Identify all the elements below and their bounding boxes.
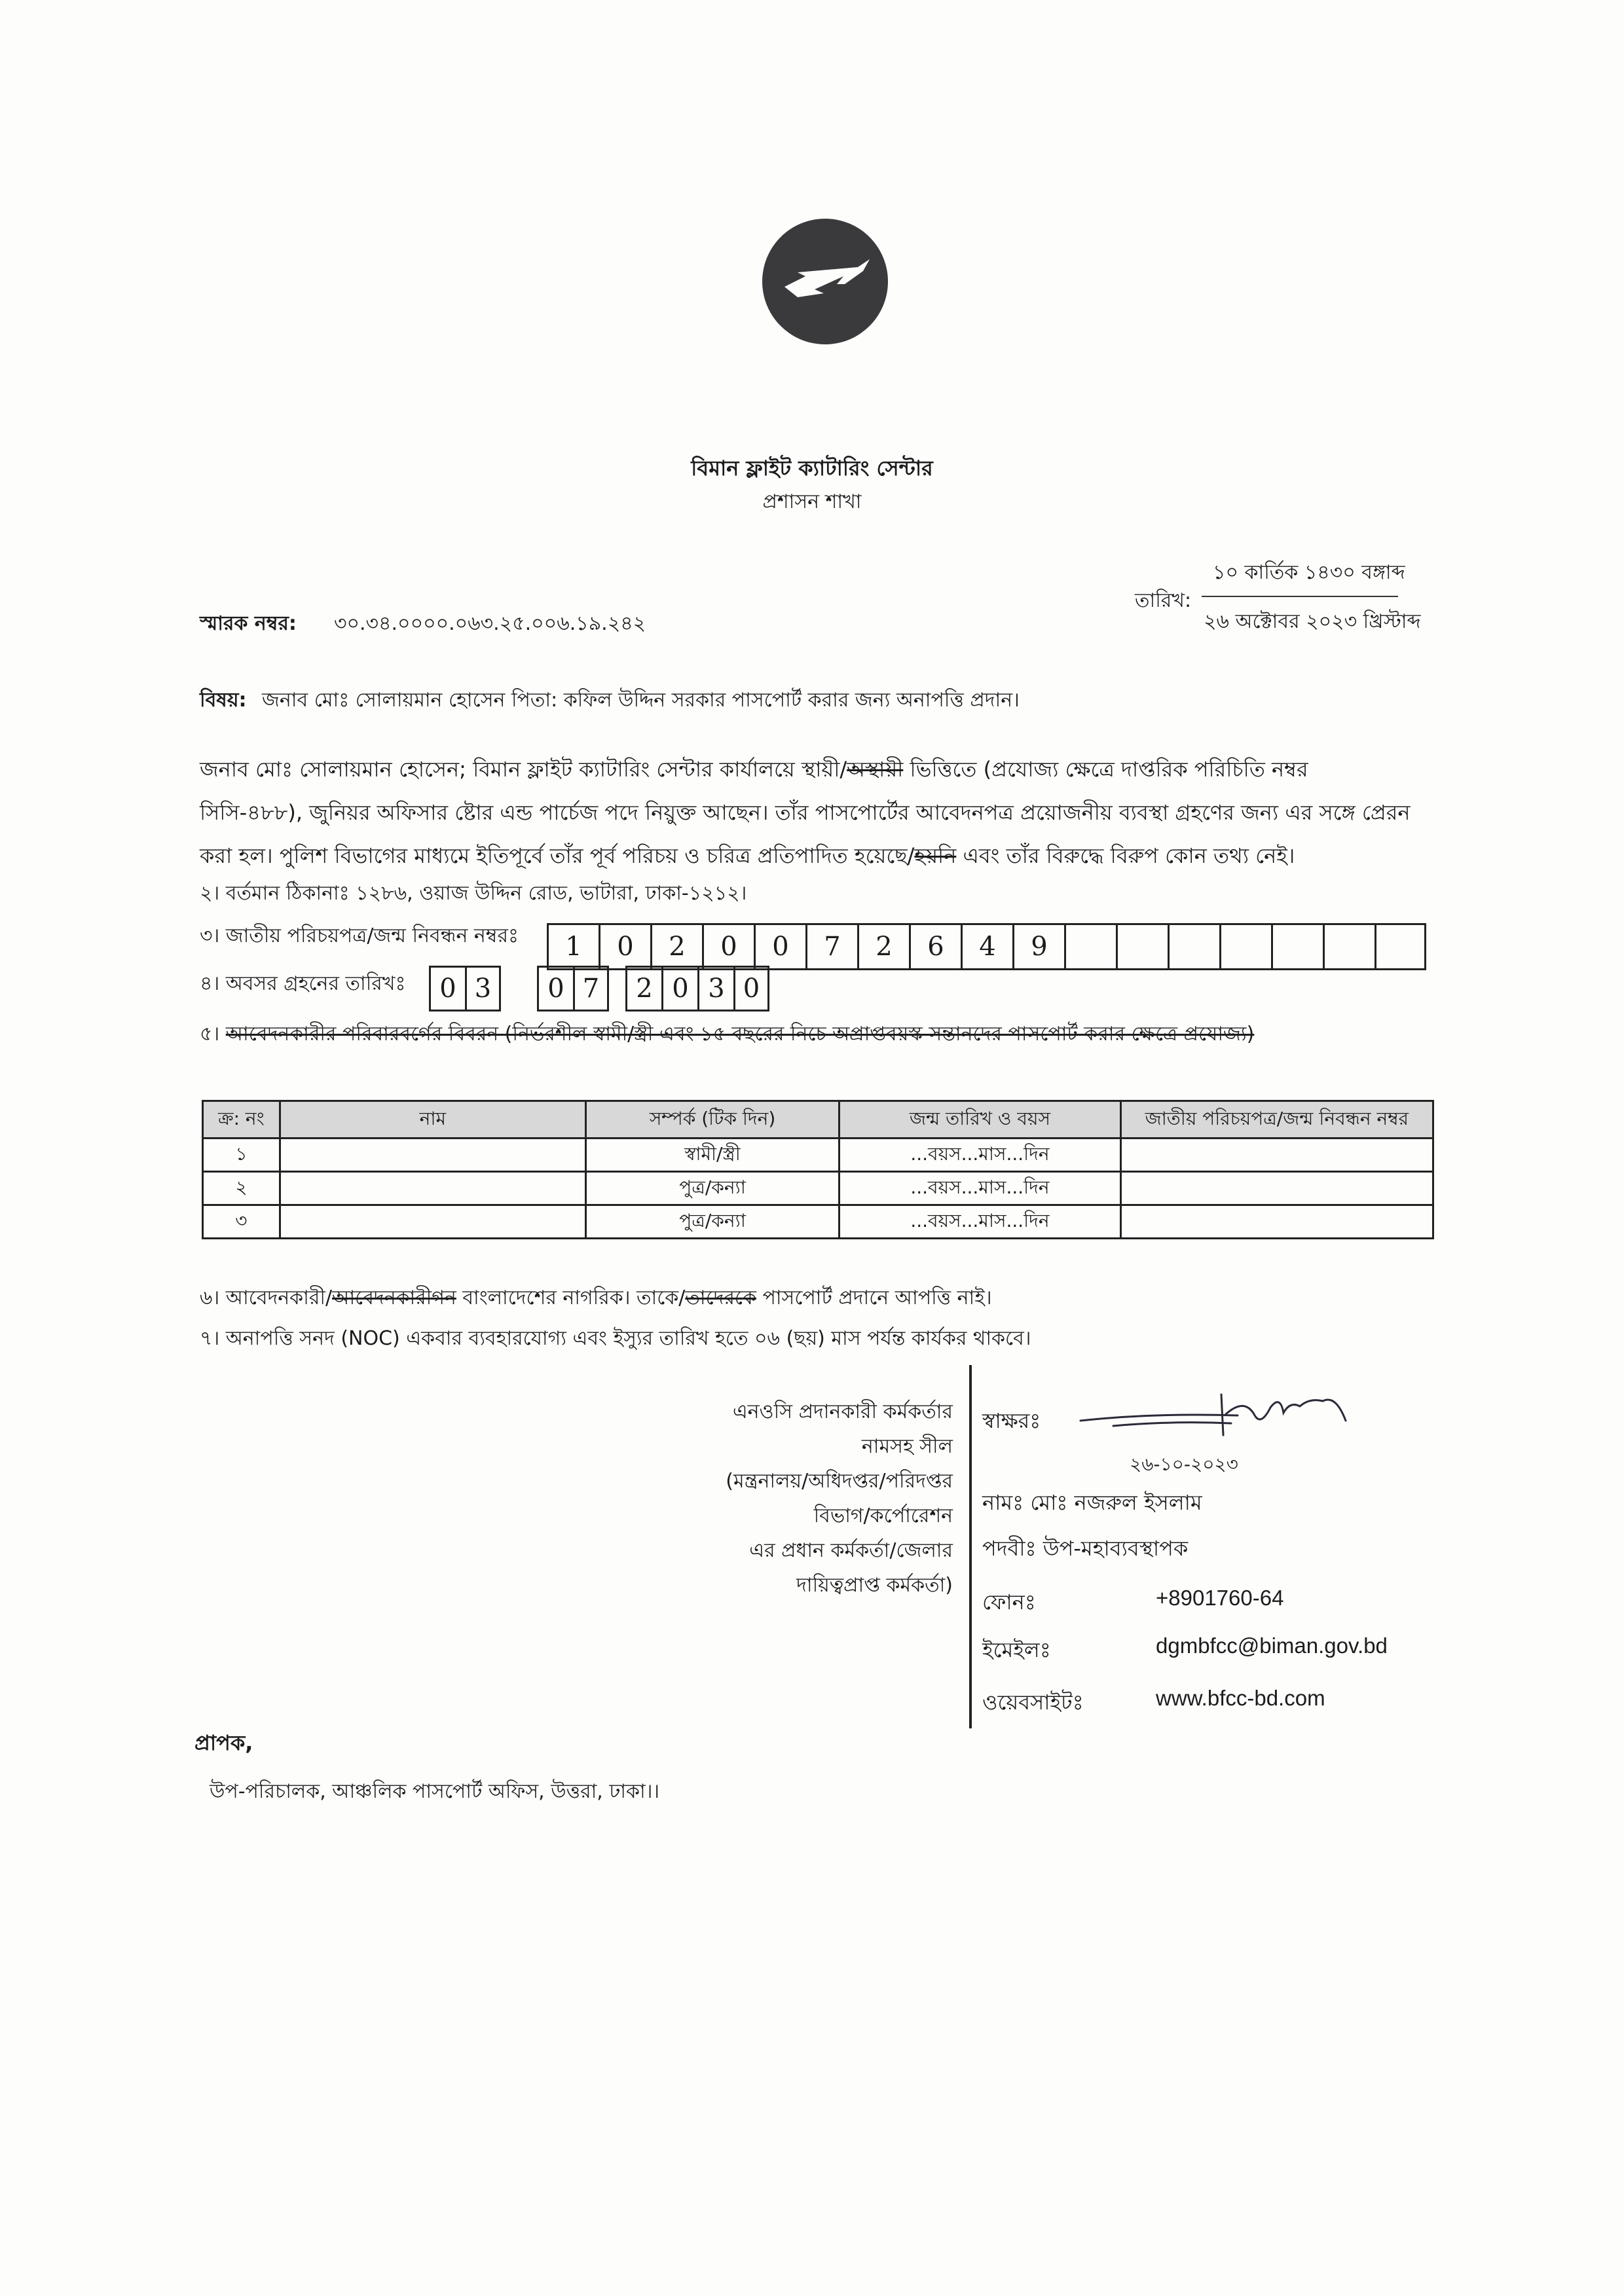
table-row: ২ পুত্র/কন্যা ...বয়স...মাস...দিন — [203, 1172, 1433, 1205]
col-name: নাম — [280, 1101, 585, 1139]
table-row: ৩ পুত্র/কন্যা ...বয়স...মাস...দিন — [203, 1205, 1433, 1239]
signature-date: ২৬-১০-২০২৩ — [1130, 1453, 1238, 1475]
retirement-year-digit-box: 0 — [733, 966, 769, 1011]
col-serial: ক্র: নং — [203, 1101, 280, 1139]
noc-validity-statement: ৭। অনাপত্তি সনদ (NOC) একবার ব্যবহারযোগ্য এবং ইস্যুর তারিখ হতে ০৬ (ছয়) মাস পর্যন্ত কার্যকর থাকবে। — [200, 1327, 1031, 1350]
retirement-day-digit-box: 3 — [465, 966, 501, 1011]
subject-text: জনাব মোঃ সোলায়মান হোসেন পিতা: কফিল উদ্দিন সরকার পাসপোর্ট করার জন্য অনাপত্তি প্রদান। — [262, 689, 1020, 712]
body-line-3: করা হল। পুলিশ বিভাগের মাধ্যমে ইতিপূর্বে তাঁর পূর্ব পরিচয় ও চরিত্র প্রতিপাদিত হয়েছে/হয়নি এবং তাঁর বিরুদ্ধে বিরুপ কোন তথ্য নেই। — [200, 843, 1295, 868]
nid-digit-box: 1 — [547, 923, 599, 970]
phone-number: +8901760-64 — [1156, 1586, 1284, 1610]
recipient-address: উপ-পরিচালক, আঞ্চলিক পাসপোর্ট অফিস, উত্তরা, ঢাকা।। — [210, 1780, 660, 1803]
family-table-header — [203, 1101, 1433, 1139]
nid-digit-box: 4 — [961, 923, 1012, 970]
nid-digit-box — [1323, 923, 1375, 970]
signatory-designation: পদবীঃ উপ-মহাব্যবস্থাপক — [982, 1536, 1189, 1561]
signature-divider — [969, 1365, 972, 1728]
nid-digit-box — [1168, 923, 1219, 970]
family-details-heading: ৫। আবেদনকারীর পরিবারবর্গের বিবরন (নির্ভরশীল স্বামী/স্ত্রী এবং ১৫ বছরের নিচে অপ্রাপ্তবয়স্ক সন্তানদের পাসপোর্ট করার ক্ষেত্রে প্রযোজ্য) — [200, 1023, 1255, 1046]
body-line-2: সিসি-৪৮৮), জুনিয়র অফিসার ষ্টোর এন্ড পার্চেজ পদে নিয়ুক্ত আছেন। তাঁর পাসপোর্টের আবেদনপত্র প্রয়োজনীয় ব্যবস্থা গ্রহণের জন্য এর সঙ্গে প্রেরন — [200, 800, 1411, 825]
signature-label: স্বাক্ষরঃ — [982, 1408, 1041, 1433]
subject-label: বিষয়: — [200, 689, 247, 712]
nid-digit-box: 0 — [702, 923, 754, 970]
nid-digit-box: 2 — [650, 923, 702, 970]
col-relation: সম্পর্ক (টিক দিন) — [585, 1101, 839, 1139]
nid-digit-box: 7 — [805, 923, 857, 970]
nid-digit-box: 9 — [1012, 923, 1064, 970]
retirement-day-digit-box: 0 — [429, 966, 465, 1011]
email-address: dgmbfcc@biman.gov.bd — [1156, 1633, 1388, 1658]
gregorian-date: ২৬ অক্টোবর ২০২৩ খ্রিস্টাব্দ — [1204, 610, 1421, 633]
signatory-name: নামঃ মোঃ নজরুল ইসলাম — [982, 1490, 1202, 1515]
date-divider — [1202, 596, 1398, 597]
department-name: প্রশাসন শাখা — [762, 490, 862, 513]
retirement-month-digit-box: 0 — [537, 966, 573, 1011]
retirement-year-digit-box: 0 — [661, 966, 697, 1011]
nid-digit-box: 0 — [754, 923, 805, 970]
nid-digit-box — [1375, 923, 1426, 970]
retirement-month-boxes — [537, 966, 609, 1011]
phone-label: ফোনঃ — [982, 1590, 1036, 1614]
email-label: ইমেইলঃ — [982, 1637, 1051, 1662]
present-address: ২। বর্তমান ঠিকানাঃ ১২৮৬, ওয়াজ উদ্দিন রোড, ভাটারা, ঢাকা-১২১২। — [200, 882, 747, 905]
website-url: www.bfcc-bd.com — [1156, 1686, 1325, 1710]
retirement-day-boxes — [429, 966, 501, 1011]
col-nid: জাতীয় পরিচয়পত্র/জন্ম নিবন্ধন নম্বর — [1120, 1101, 1433, 1139]
website-label: ওয়েবসাইটঃ — [982, 1690, 1084, 1715]
nid-digit-box — [1064, 923, 1116, 970]
memo-label: স্মারক নম্বর: — [200, 612, 297, 635]
table-row: ১ স্বামী/স্ত্রী ...বয়স...মাস...দিন — [203, 1139, 1433, 1172]
retirement-label: ৪। অবসর গ্রহনের তারিখঃ — [200, 972, 406, 995]
retirement-month-digit-box: 7 — [573, 966, 609, 1011]
handwritten-signature — [1074, 1375, 1356, 1447]
nid-digit-box — [1116, 923, 1168, 970]
nid-digit-box — [1219, 923, 1271, 970]
body-line-1: জনাব মোঃ সোলায়মান হোসেন; বিমান ফ্লাইট ক্যাটারিং সেন্টার কার্যালয়ে স্থায়ী/অস্থায়ী ভিত্তিতে (প্রযোজ্য ক্ষেত্রে দাপ্তরিক পরিচিতি নম্বর — [200, 757, 1308, 782]
col-birth-age: জন্ম তারিখ ও বয়স — [840, 1101, 1121, 1139]
family-table — [202, 1100, 1434, 1239]
org-name: বিমান ফ্লাইট ক্যাটারিং সেন্টার — [691, 456, 933, 481]
date-label: তারিখ: — [1135, 589, 1192, 612]
memo-number: ৩০.৩৪.০০০০.০৬৩.২৫.০০৬.১৯.২৪২ — [334, 612, 646, 635]
retirement-year-digit-box: 2 — [625, 966, 661, 1011]
nid-label: ৩। জাতীয় পরিচয়পত্র/জন্ম নিবন্ধন নম্বরঃ — [200, 924, 519, 947]
nid-digit-box: 6 — [909, 923, 961, 970]
nid-digit-box — [1271, 923, 1323, 970]
nid-digit-box: 0 — [599, 923, 650, 970]
issuer-note: এনওসি প্রদানকারী কর্মকর্তার নামসহ সীল (মন্ত্রনালয়/অধিদপ্তর/পরিদপ্তর বিভাগ/কর্পোরেশন এর প্রধান কর্মকর্তা/জেলার দায়িত্বপ্রাপ্ত কর্মকর্তা) — [726, 1400, 953, 1597]
nid-digit-box: 2 — [857, 923, 909, 970]
retirement-year-boxes — [625, 966, 769, 1011]
retirement-year-digit-box: 3 — [697, 966, 733, 1011]
bangla-date: ১০ কার্তিক ১৪৩০ বঙ্গাব্দ — [1213, 561, 1405, 584]
biman-crane-logo-icon — [760, 216, 891, 347]
citizenship-statement: ৬। আবেদনকারী/আবেদনকারীগন বাংলাদেশের নাগরিক। তাকে/তাদেরকে পাসপোর্ট প্রদানে আপত্তি নাই। — [200, 1286, 992, 1309]
nid-digit-boxes — [547, 923, 1426, 970]
recipient-label: প্রাপক, — [194, 1730, 253, 1755]
